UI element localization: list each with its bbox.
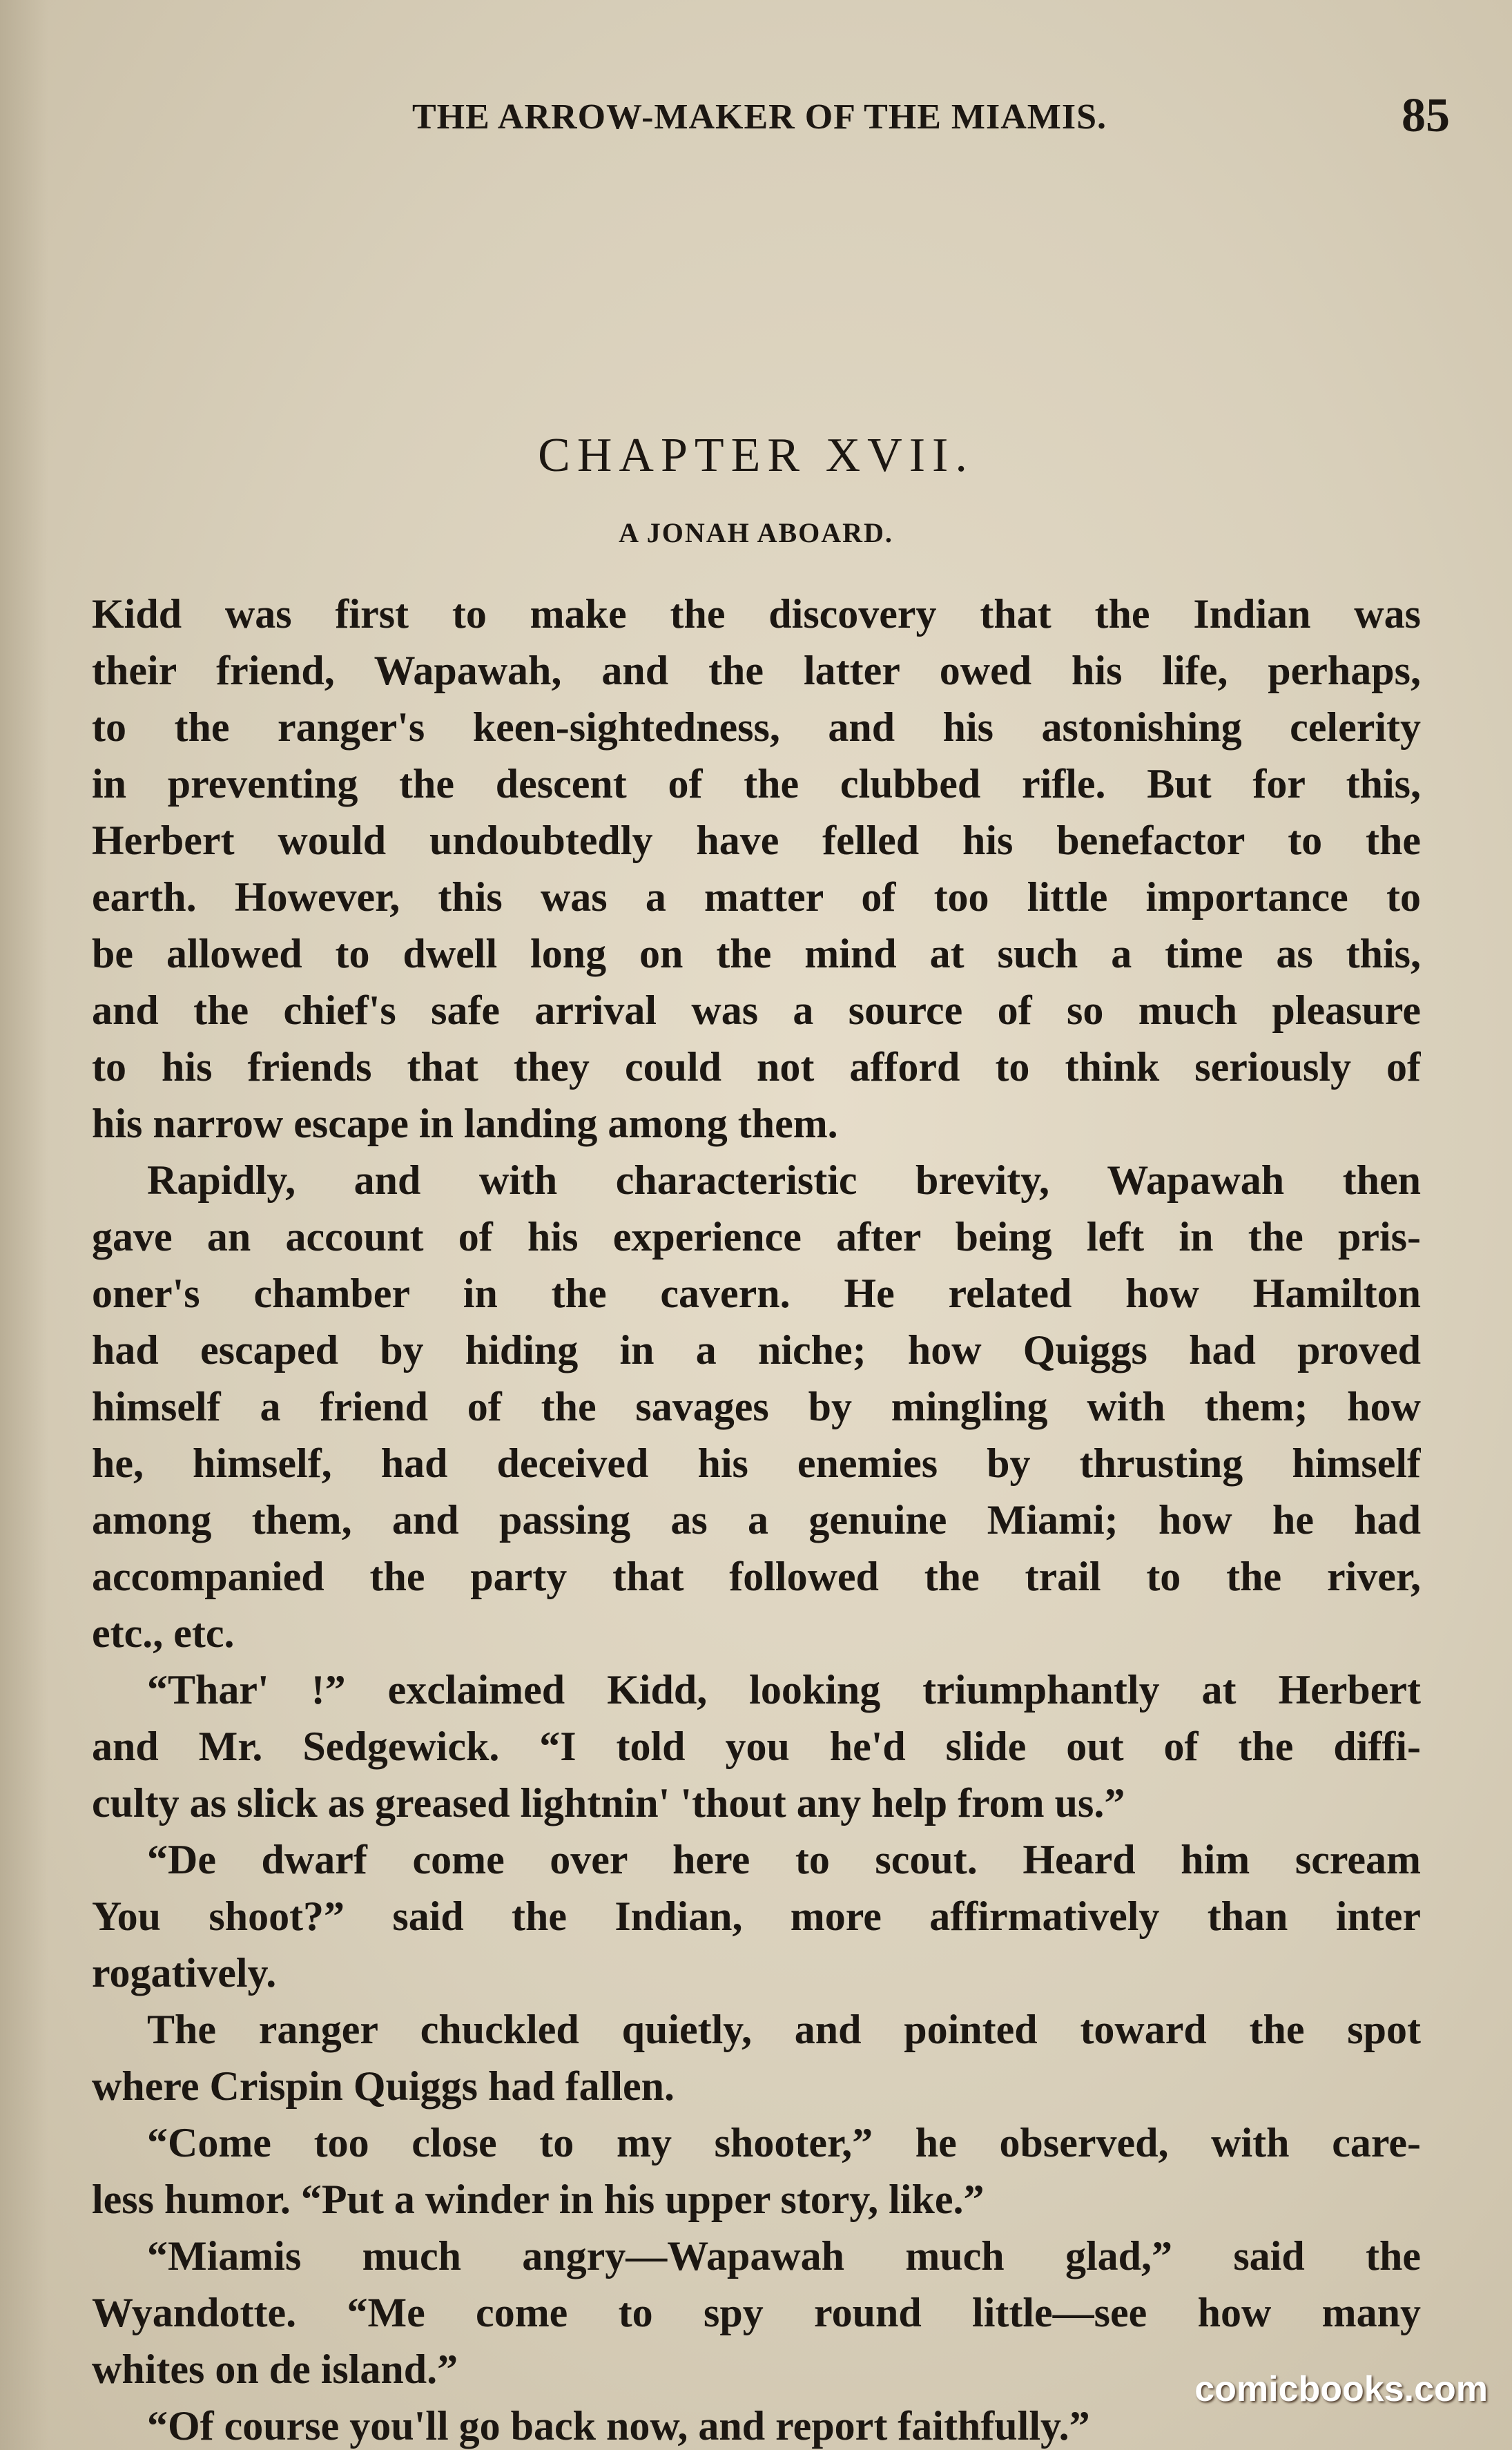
text-line: “Of course you'll go back now, and report faithfully.” [147, 2403, 1090, 2449]
text-line: “Come too close to my shooter,” he observed, with care- [147, 2120, 1421, 2166]
text-line: to the ranger's keen-sightedness, and his astonishing celerity [92, 704, 1421, 750]
text-line: in preventing the descent of the clubbed rifle. But for this, [92, 761, 1421, 807]
text-line: where Crispin Quiggs had fallen. [92, 2063, 675, 2109]
text-line: “Miamis much angry—Wapawah much glad,” said the [147, 2233, 1421, 2279]
page-edge-shadow [0, 0, 48, 2450]
page-header [0, 83, 1512, 159]
watermark-logo: comicbooks.com [1194, 2369, 1488, 2409]
page-number: 85 [1402, 89, 1450, 142]
text-line: and the chief's safe arrival was a source of so much pleasure [92, 987, 1421, 1033]
text-line: whites on de island.” [92, 2346, 458, 2392]
text-line: accompanied the party that followed the trail to the river, [92, 1554, 1421, 1599]
text-line: and Mr. Sedgewick. “I told you he'd slide out of the diffi- [92, 1724, 1421, 1769]
text-line: had escaped by hiding in a niche; how Quiggs had proved [92, 1327, 1421, 1373]
text-line: his narrow escape in landing among them. [92, 1101, 838, 1146]
text-line: rogatively. [92, 1950, 277, 1996]
body-text [92, 586, 1421, 2450]
text-line: etc., etc. [92, 1610, 235, 1656]
text-line: to his friends that they could not afford to think seriously of [92, 1044, 1421, 1090]
text-line: Rapidly, and with characteristic brevity, Wapawah then [147, 1157, 1421, 1203]
text-line: gave an account of his experience after being left in the pris- [92, 1214, 1421, 1260]
text-line: “De dwarf come over here to scout. Heard him scream [147, 1837, 1421, 1882]
text-line: Herbert would undoubtedly have felled his benefactor to the [92, 818, 1421, 863]
text-line: Wyandotte. “Me come to spy round little—see how many [92, 2290, 1421, 2335]
text-line: The ranger chuckled quietly, and pointed toward the spot [147, 2007, 1421, 2052]
text-line: he, himself, had deceived his enemies by thrusting himself [92, 1440, 1421, 1486]
text-line: less humor. “Put a winder in his upper story, like.” [92, 2177, 985, 2222]
text-line: among them, and passing as a genuine Miami; how he had [92, 1497, 1421, 1543]
chapter-title: CHAPTER XVII. [538, 429, 974, 482]
running-head: THE ARROW-MAKER OF THE MIAMIS. [411, 97, 1107, 137]
text-line: culty as slick as greased lightnin' 'thout any help from us.” [92, 1780, 1125, 1826]
chapter-subtitle: A JONAH ABOARD. [619, 517, 893, 548]
text-line: You shoot?” said the Indian, more affirmatively than inter [92, 1893, 1421, 1939]
text-line: oner's chamber in the cavern. He related how Hamilton [92, 1271, 1421, 1316]
text-line: their friend, Wapawah, and the latter owed his life, perhaps, [92, 648, 1421, 693]
text-line: himself a friend of the savages by mingling with them; how [92, 1384, 1421, 1429]
text-line: earth. However, this was a matter of too little importance to [92, 874, 1421, 920]
text-line: “Thar' !” exclaimed Kidd, looking triumphantly at Herbert [147, 1667, 1421, 1713]
text-line: Kidd was first to make the discovery that the Indian was [92, 591, 1421, 637]
text-line: be allowed to dwell long on the mind at such a time as this, [92, 931, 1421, 976]
